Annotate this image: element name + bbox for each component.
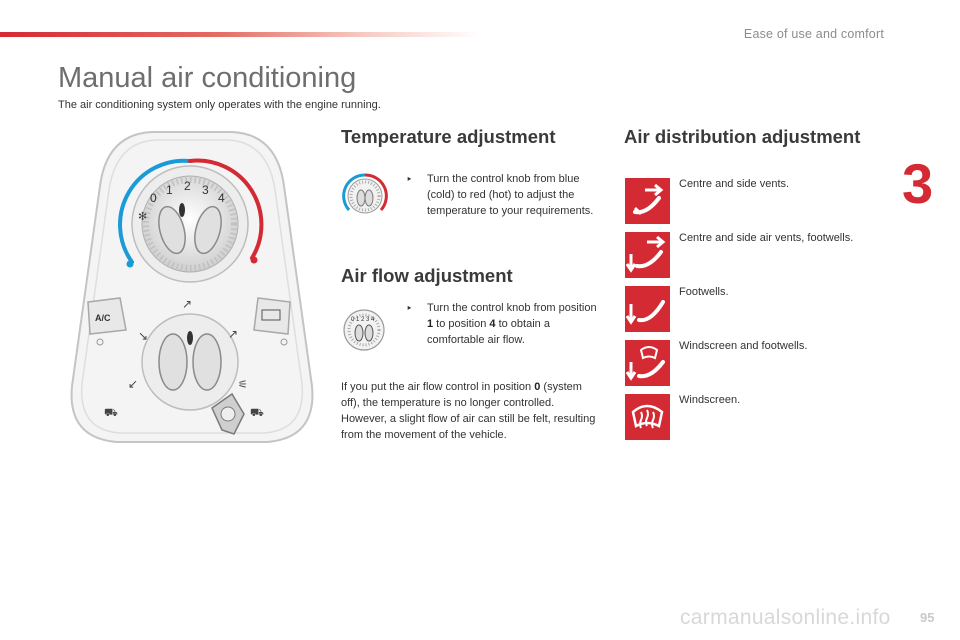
temperature-instruction: Turn the control knob from blue (cold) to red (hot) to adjust the temperature to your requirements. [427,173,594,217]
fan-pos-0: 0 [150,191,157,205]
temperature-heading: Temperature adjustment [341,126,556,147]
distribution-heading: Air distribution adjustment [624,126,861,147]
temperature-bullet: ‣ [406,174,413,186]
vent-centre-side-icon [625,178,670,224]
airflow-bullet: ‣ [406,303,413,315]
page-title: Manual air conditioning [58,62,357,94]
fan-pos-1: 1 [166,183,173,197]
intro-text: The air conditioning system only operates with the engine running. [58,99,381,111]
svg-text:⚟: ⚟ [238,378,248,391]
distribution-item-label: Windscreen. [679,394,741,406]
distribution-item-label: Centre and side vents. [679,178,790,190]
header-accent-bar [0,32,480,37]
distribution-item-label: Footwells. [679,286,729,298]
page-number: 95 [920,610,935,625]
svg-text:↙: ↙ [128,377,139,391]
airflow-instruction: Turn the control knob from position 1 to position 4 to obtain a comfortable air flow. [427,302,597,346]
svg-text:↗: ↗ [228,327,239,341]
airflow-position-4: 4 [489,318,496,330]
svg-text:⛟: ⛟ [104,406,118,419]
svg-text:⛟: ⛟ [250,406,264,419]
footwell-icon [625,286,670,332]
watermark: carmanualsonline.info [680,606,891,629]
windscreen-footwell-icon [625,340,670,386]
airflow-position-1: 1 [427,318,434,330]
airflow-position-0: 0 [534,381,541,393]
airflow-note: If you put the air flow control in position 0 (system off), the temperature is no longer controlled. However, a slight flow of air can still be felt, resulting from the movement of the vehicle. [341,381,596,441]
temperature-knob-icon [341,172,389,220]
svg-text:↗: ↗ [182,297,193,311]
distribution-item-label: Windscreen and footwells. [679,340,808,352]
ac-button-label: A/C [95,313,111,323]
section-header: Ease of use and comfort [743,27,884,41]
svg-text:↘: ↘ [138,329,149,343]
fan-pos-3: 3 [202,183,209,197]
airflow-heading: Air flow adjustment [341,265,513,286]
distribution-item-label: Centre and side air vents, footwells. [679,232,854,244]
fan-pos-4: 4 [218,191,225,205]
vent-centre-footwell-icon [625,232,670,278]
airflow-knob-icon [341,307,387,353]
control-panel-illustration [62,126,322,448]
svg-text:✻: ✻ [138,210,148,223]
fan-pos-2: 2 [184,179,191,193]
chapter-number: 3 [902,152,934,215]
windscreen-icon [625,394,670,440]
svg-text:0 1 2 3 4: 0 1 2 3 4 [351,317,375,323]
